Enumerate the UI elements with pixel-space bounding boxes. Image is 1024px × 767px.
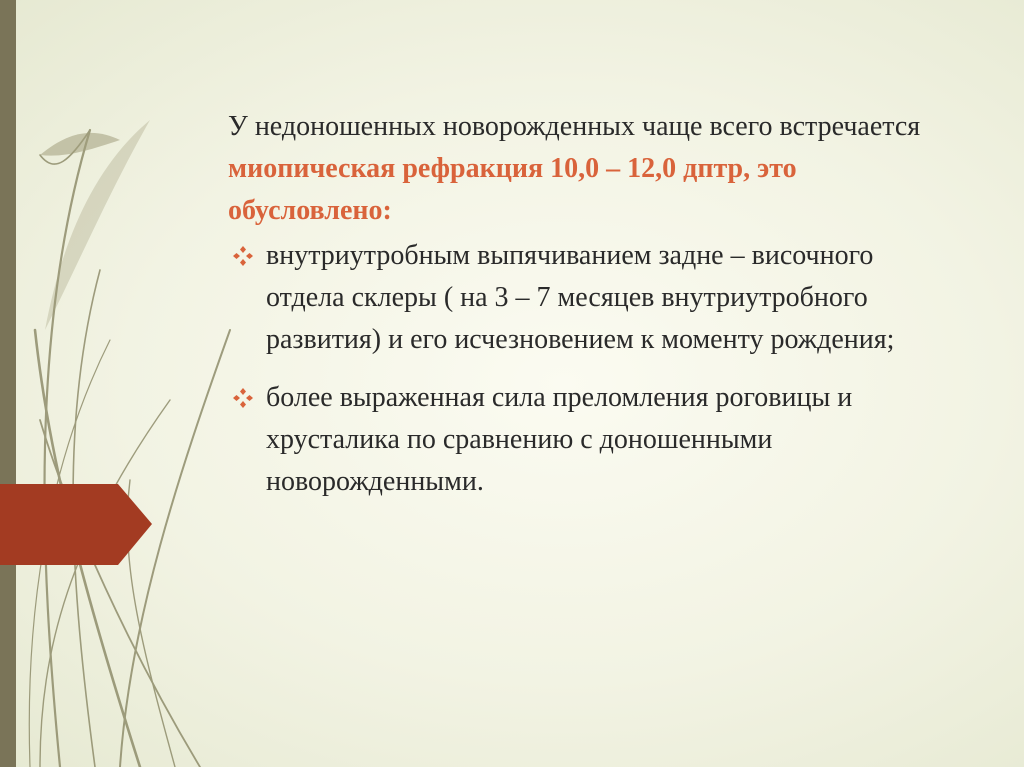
list-item — [228, 377, 928, 503]
bullet-text: внутриутробным выпячиванием задне – височного отдела склеры ( на 3 – 7 месяцев внутриутробного развития) и его исчезновением к моменту рождения; — [266, 240, 895, 355]
bullet-list — [228, 235, 928, 503]
bullet-text: более выраженная сила преломления роговицы и хрусталика по сравнению с доношенными новорожденными. — [266, 382, 853, 497]
intro-text: У недоношенных новорожденных чаще всего встречается — [228, 111, 921, 142]
list-item — [228, 235, 928, 361]
diamond-quad-bullet-icon — [232, 387, 254, 409]
slide-content — [228, 106, 928, 519]
intro-paragraph — [228, 106, 928, 232]
highlighted-text: миопическая рефракция 10,0 – 12,0 дптр, это обусловлено: — [228, 153, 797, 226]
diamond-quad-bullet-icon — [232, 245, 254, 267]
